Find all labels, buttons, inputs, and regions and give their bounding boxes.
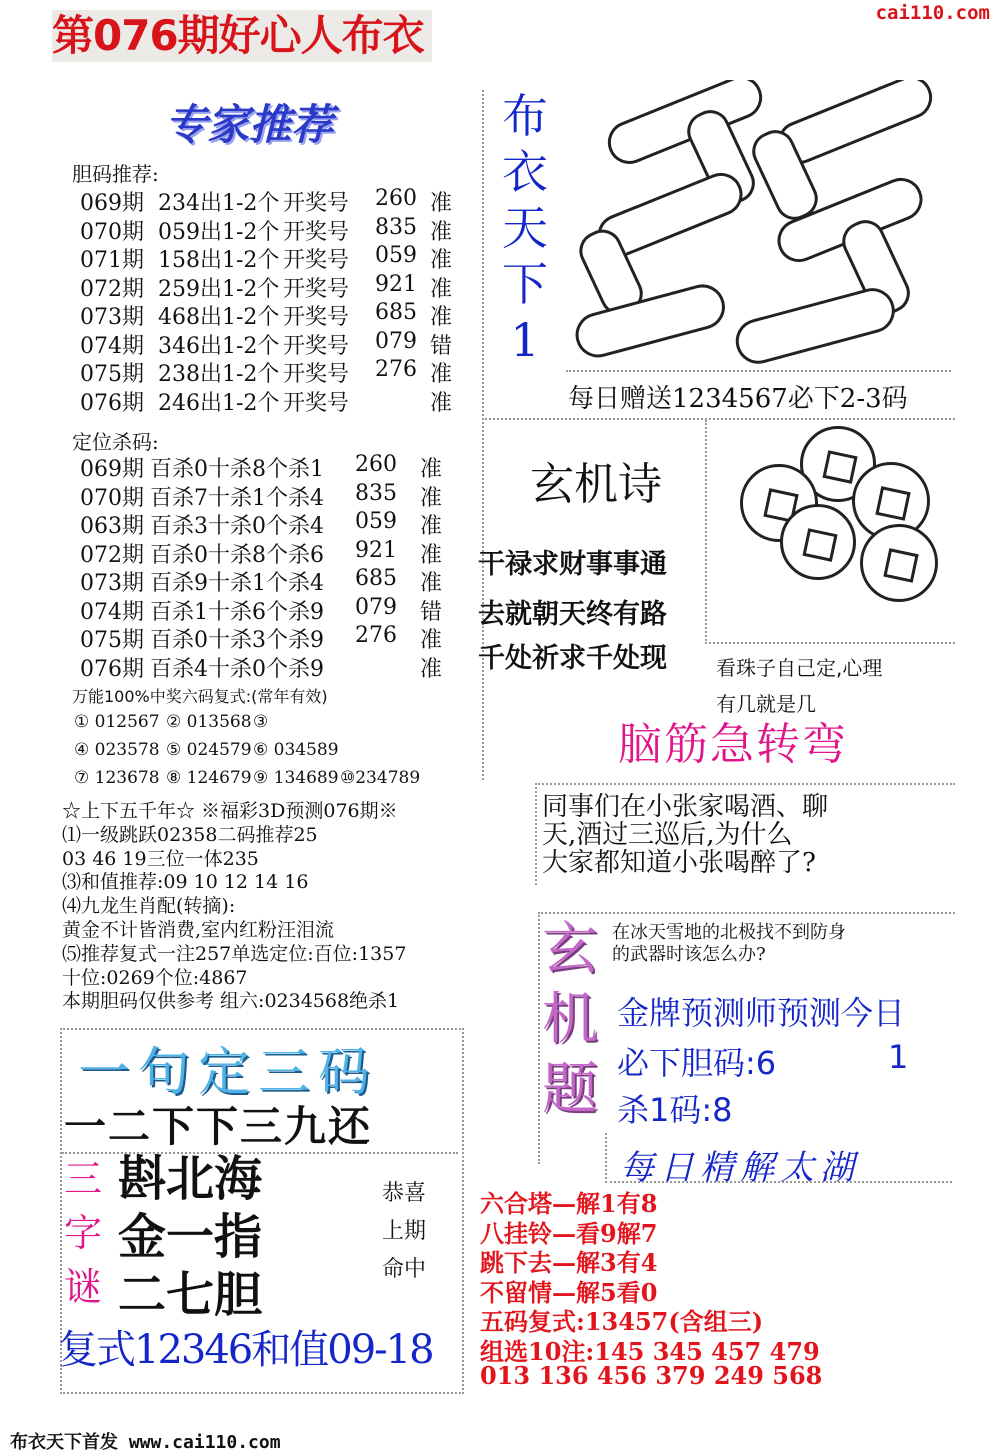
dan-cell: 259出1-2个	[158, 276, 280, 302]
dan-cell: 准	[430, 248, 453, 273]
dan-cell: 开奖号	[283, 191, 350, 216]
six-cell: ⑦ 123678	[74, 768, 160, 788]
dan-cell: 准	[430, 390, 453, 416]
fushi-text: 复式12346和值09-18	[58, 1327, 433, 1373]
history-line: ⑸推荐复式一注257单选定位:百位:1357	[62, 942, 407, 965]
history-line: ⑴一级跳跃02358二码推荐25	[62, 823, 318, 846]
taihu-line: 六合塔—解1有8	[480, 1189, 658, 1218]
one-sentence-heading: 一句定三码	[78, 1043, 379, 1103]
buyi-panel	[485, 88, 565, 418]
buyi-vertical-text	[485, 88, 565, 368]
xuanji-vertical	[540, 915, 600, 1125]
site-logo-text[interactable]: cai110.com	[875, 2, 990, 24]
six-cell: ⑧ 124679	[166, 768, 252, 788]
kill-cell: 百杀3十杀0个杀4	[150, 514, 324, 539]
kill-cell: 063期	[80, 514, 144, 539]
gold-line-1: 金牌预测师预测今日	[617, 994, 906, 1032]
brain-line-2: 天,酒过三巡后,为什么	[542, 820, 793, 850]
riddle-line: 金一指	[118, 1209, 263, 1265]
congrats-text	[382, 1175, 426, 1289]
kill-cell: 准	[420, 485, 443, 511]
dan-cell: 260	[375, 186, 417, 211]
six-cell: ⑤ 024579	[166, 740, 252, 760]
dan-cell: 开奖号	[283, 390, 350, 416]
riddle-label-char: 谜	[64, 1265, 103, 1309]
dan-cell: 开奖号	[283, 362, 350, 387]
gold-line-3: 杀1码:8	[617, 1091, 733, 1129]
dan-cell: 059出1-2个	[158, 219, 280, 245]
dan-cell: 246出1-2个	[158, 390, 280, 416]
page-title: 第076期好心人布衣	[52, 10, 432, 62]
six-cell: ① 012567	[74, 712, 160, 732]
buyi-char-3: 天	[502, 201, 548, 255]
riddle-label-char: 三	[64, 1157, 103, 1201]
history-line: 十位:0269个位:4867	[62, 966, 248, 989]
one-sentence-line: 一二下下三九还	[64, 1102, 373, 1151]
kill-cell: 921	[355, 537, 397, 563]
beads-drawing	[710, 424, 950, 640]
dan-cell: 468出1-2个	[158, 305, 280, 330]
taihu-line: 跳下去—解3有4	[480, 1248, 658, 1277]
beads-caption-2: 有几就是几	[716, 692, 816, 716]
xuanji-question-1: 在冰天雪地的北极找不到防身	[612, 922, 846, 943]
riddle-line: 斟北海	[118, 1151, 263, 1207]
gold-line-2: 必下胆码:6	[617, 1044, 777, 1082]
riddle-label-char: 字	[64, 1211, 103, 1255]
six-cell: ⑥ 034589	[253, 740, 339, 760]
kill-cell: 百杀0十杀8个杀6	[150, 542, 324, 568]
dan-label: 胆码推荐:	[72, 162, 159, 186]
kill-cell: 685	[355, 566, 397, 591]
dan-cell: 079	[375, 328, 417, 354]
gold-line-2b: 1	[888, 1038, 909, 1076]
brain-heading: 脑筋急转弯	[618, 719, 848, 770]
coin-icon	[780, 504, 856, 580]
six-cell: ③	[253, 712, 269, 732]
brain-line-1: 同事们在小张家喝酒、聊	[542, 792, 829, 822]
poem-heading: 玄机诗	[530, 459, 662, 510]
kill-cell: 835	[355, 480, 397, 506]
kill-cell: 072期	[80, 542, 144, 568]
dan-cell: 070期	[80, 219, 144, 245]
history-line: ⑷九龙生肖配(转摘):	[62, 895, 236, 918]
history-line: 03 46 19三位一体235	[62, 847, 259, 870]
dan-cell: 073期	[80, 305, 144, 330]
buyi-char-2: 衣	[502, 145, 548, 199]
xuanji-question-2: 的武器时该怎么办?	[612, 944, 766, 965]
kill-cell: 准	[420, 571, 443, 596]
poem-line-2: 去就朝天终有路	[478, 599, 667, 630]
brain-line-3: 大家都知道小张喝醉了?	[542, 848, 816, 878]
dan-cell: 234出1-2个	[158, 191, 280, 216]
beads-caption-1: 看珠子自己定,心理	[716, 656, 883, 680]
dan-cell: 685	[375, 300, 417, 325]
dan-cell: 238出1-2个	[158, 362, 280, 387]
dan-cell: 074期	[80, 333, 144, 359]
dan-cell: 准	[430, 219, 453, 245]
buyi-char-5: 1	[510, 313, 540, 367]
six-cell: ④ 023578	[74, 740, 160, 760]
big-25-drawing	[565, 80, 940, 370]
dan-cell: 开奖号	[283, 276, 350, 302]
xuanji-char-1: 玄	[542, 917, 598, 982]
xuanji-char-2: 机	[542, 987, 598, 1052]
six-cell: ⑨ 134689	[253, 768, 339, 788]
dan-cell: 076期	[80, 390, 144, 416]
kill-cell: 准	[420, 514, 443, 539]
expert-heading: 专家推荐	[165, 100, 334, 149]
history-line: 黄金不计皆消费,室内红粉汪泪流	[62, 919, 335, 941]
congrats-line: 上期	[382, 1219, 427, 1244]
kill-cell: 百杀1十杀6个杀9	[150, 599, 324, 625]
kill-cell: 百杀9十杀1个杀4	[150, 571, 324, 596]
coin-icon	[860, 524, 938, 602]
kill-cell: 百杀0十杀8个杀1	[150, 457, 324, 482]
kill-cell: 准	[420, 542, 443, 568]
footer-text: 布衣天下首发 www.cai110.com	[10, 1432, 281, 1453]
taihu-line: 八挂铃—看9解7	[480, 1218, 658, 1248]
dan-cell: 开奖号	[283, 248, 350, 273]
kill-cell: 260	[355, 452, 397, 477]
dan-cell: 069期	[80, 191, 144, 216]
dan-cell: 错	[430, 333, 453, 359]
six-cell: ⑩234789	[340, 768, 421, 788]
taihu-line: 013 136 456 379 249 568	[480, 1361, 823, 1390]
buyi-char-4: 下	[502, 257, 548, 311]
kill-cell: 276	[355, 623, 397, 648]
dan-cell: 276	[375, 357, 417, 382]
kill-cell: 079	[355, 594, 397, 620]
dan-cell: 921	[375, 271, 417, 297]
riddle-line: 二七胆	[118, 1267, 263, 1323]
taihu-line: 不留情—解5看0	[480, 1277, 658, 1307]
dan-cell: 开奖号	[283, 219, 350, 245]
kill-cell: 070期	[80, 485, 144, 511]
kill-cell: 059	[355, 509, 397, 534]
kill-cell: 069期	[80, 457, 144, 482]
dan-cell: 158出1-2个	[158, 248, 280, 273]
kill-label: 定位杀码:	[72, 430, 159, 454]
kill-cell: 百杀7十杀1个杀4	[150, 485, 324, 511]
kill-cell: 百杀0十杀3个杀9	[150, 628, 324, 653]
daily-gift: 每日赠送1234567必下2-3码	[568, 384, 908, 414]
dan-cell: 开奖号	[283, 305, 350, 330]
history-line: 本期胆码仅供参考 组六:0234568绝杀1	[62, 990, 400, 1013]
kill-cell: 百杀4十杀0个杀9	[150, 656, 324, 682]
dan-cell: 准	[430, 362, 453, 387]
kill-cell: 074期	[80, 599, 144, 625]
kill-cell: 错	[420, 599, 443, 625]
dan-cell: 准	[430, 191, 453, 216]
six-cell: ② 013568	[166, 712, 252, 732]
dan-cell: 059	[375, 243, 417, 268]
riddle-label	[64, 1152, 102, 1314]
buyi-divider	[566, 370, 951, 372]
taihu-line: 五码复式:13457(含组三)	[480, 1307, 764, 1336]
congrats-line: 恭喜	[382, 1181, 427, 1206]
dan-cell: 075期	[80, 362, 144, 387]
poem-line-3: 千处祈求千处现	[478, 643, 667, 674]
kill-cell: 076期	[80, 656, 144, 682]
taihu-line: 组选10注:145 345 457 479	[480, 1336, 820, 1366]
buyi-char-1: 布	[502, 89, 548, 143]
dan-cell: 准	[430, 276, 453, 302]
dan-cell: 072期	[80, 276, 144, 302]
dan-cell: 准	[430, 305, 453, 330]
taihu-heading: 每日精解太湖	[620, 1148, 860, 1188]
kill-cell: 准	[420, 628, 443, 653]
history-line: ⑶和值推荐:09 10 12 14 16	[62, 871, 309, 894]
kill-cell: 073期	[80, 571, 144, 596]
dan-cell: 开奖号	[283, 333, 350, 359]
dan-cell: 071期	[80, 248, 144, 273]
big-digits-box	[565, 80, 940, 370]
kill-cell: 075期	[80, 628, 144, 653]
history-line: ☆上下五千年☆ ※福彩3D预测076期※	[62, 800, 398, 822]
congrats-line: 命中	[382, 1257, 427, 1282]
riddle-text	[118, 1150, 262, 1324]
dan-cell: 346出1-2个	[158, 333, 280, 359]
poem-line-1: 干禄求财事事通	[478, 549, 667, 580]
dan-cell: 835	[375, 214, 417, 240]
kill-cell: 准	[420, 656, 443, 682]
xuanji-char-3: 题	[542, 1057, 598, 1122]
kill-cell: 准	[420, 457, 443, 482]
six-label: 万能100%中奖六码复式:(常年有效)	[72, 687, 328, 706]
